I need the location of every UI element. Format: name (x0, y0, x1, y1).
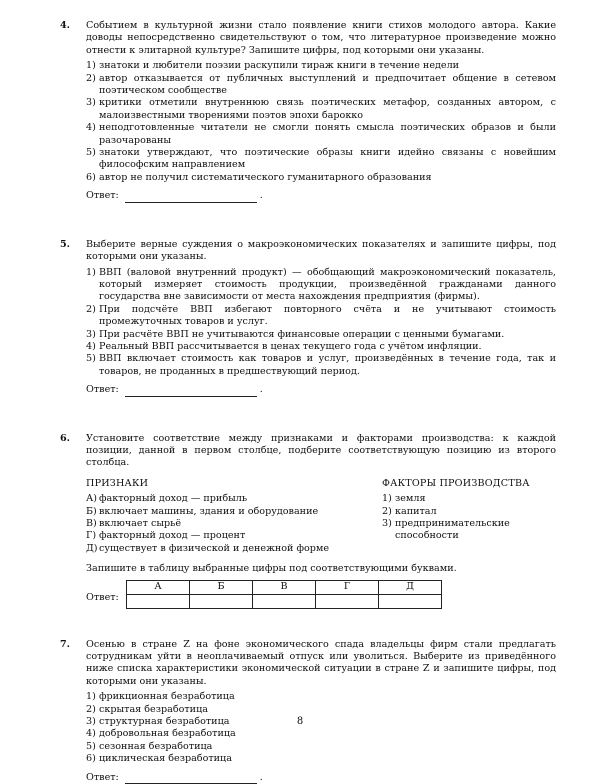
answer-period: . (259, 384, 263, 396)
option-number: 3) (86, 97, 96, 109)
task-stem: Событием в культурной жизни стало появление книги стихов молодого автора. Какие доводы непосредственно свидетельствуют о том, что литературное произведение можно отнести к элитарной культуре? Запишите цифры, под которыми они указаны. (86, 20, 556, 56)
answer-period: . (259, 771, 263, 783)
matching-columns (86, 478, 556, 555)
feature-letter: Г) (86, 530, 97, 542)
option-number: 2) (86, 72, 96, 84)
factor-number: 3) (382, 518, 392, 529)
option-text: фрикционная безработица (99, 691, 235, 703)
task-number: 7. (60, 638, 71, 650)
option-text: добровольная безработица (99, 728, 236, 740)
table-header-cell: Г (316, 580, 379, 594)
option-text: неподготовленные читатели не смогли понять смысла поэтических образов и были разочарованы (99, 122, 556, 146)
table-header-cell: Б (190, 580, 253, 594)
answer-row (86, 190, 556, 202)
answer-row (86, 772, 556, 784)
task-stem: Установите соответствие между признаками и факторами производства: к каждой позиции, данной в первом столбце, подберите соответствующую позицию из второго столбца. (86, 432, 556, 469)
feature-item (86, 506, 376, 518)
option-text: скрытая безработица (99, 703, 208, 715)
answer-cell[interactable] (190, 594, 253, 608)
task-stem: Осенью в стране Z на фоне экономического спада владельцы фирм стали предлагать сотрудникам уйти в неоплачиваемый отпуск или уволиться. Выберите из приведённого ниже списка характеристики экономической ситуации в стране Z и запишите цифры, под которыми они указаны. (86, 638, 556, 687)
option-number: 4) (86, 728, 96, 740)
feature-item (86, 493, 376, 505)
option-text: автор не получил систематического гуманитарного образования (99, 171, 432, 183)
answer-cell[interactable] (253, 594, 316, 608)
options-list (86, 60, 556, 184)
option-item (86, 341, 556, 353)
answer-field[interactable] (125, 773, 257, 784)
features-list (86, 493, 376, 555)
answer-field[interactable] (125, 192, 257, 203)
option-item (86, 122, 556, 147)
table-header-cell: Д (379, 580, 442, 594)
option-number: 6) (86, 171, 96, 183)
option-number: 6) (86, 753, 96, 765)
task-number: 5. (60, 238, 71, 250)
feature-text: включает сырьё (99, 518, 181, 529)
factor-text: предпринимательские способности (395, 518, 510, 542)
answer-table-row (86, 580, 556, 609)
factor-number: 2) (382, 505, 392, 517)
option-text: знатоки утверждают, что поэтические образы книги идейно связаны с новейшим философским направлением (99, 147, 556, 171)
option-number: 2) (86, 703, 96, 715)
option-item (86, 60, 556, 72)
option-item (86, 304, 556, 329)
option-item (86, 691, 556, 703)
feature-text: включает машины, здания и оборудование (99, 505, 319, 517)
page-number: 8 (296, 716, 304, 727)
option-item (86, 147, 556, 172)
table-instruction: Запишите в таблицу выбранные цифры под соответствующими буквами. (86, 563, 457, 575)
answer-cell[interactable] (127, 594, 190, 608)
option-number: 5) (86, 147, 96, 159)
option-item (86, 329, 556, 341)
factor-number: 1) (382, 493, 392, 505)
answer-table (126, 580, 442, 609)
options-list (86, 267, 556, 379)
factors-header: ФАКТОРЫ ПРОИЗВОДСТВА (382, 477, 530, 489)
factors-list (382, 493, 556, 543)
options-list (86, 691, 556, 765)
task-6 (56, 433, 556, 609)
option-text: Реальный ВВП рассчитывается в ценах текущего года с учётом инфляции. (99, 340, 482, 352)
option-item (86, 267, 556, 304)
option-text: сезонная безработица (99, 740, 213, 752)
task-7 (56, 639, 556, 784)
task-4 (56, 20, 556, 203)
task-number: 6. (60, 432, 71, 444)
answer-field[interactable] (125, 386, 257, 397)
option-number: 1) (86, 266, 96, 278)
option-item (86, 97, 556, 122)
option-number: 4) (86, 122, 96, 134)
table-header-cell: В (253, 580, 316, 594)
option-item (86, 73, 556, 98)
option-item (86, 753, 556, 765)
answer-cell[interactable] (379, 594, 442, 608)
feature-item (86, 543, 376, 555)
option-number: 2) (86, 303, 96, 315)
factors-column (376, 478, 556, 555)
features-header: ПРИЗНАКИ (86, 477, 149, 489)
factor-text: капитал (395, 505, 437, 517)
factor-item (382, 506, 556, 518)
feature-letter: Б) (86, 505, 97, 517)
answer-cell[interactable] (316, 594, 379, 608)
task-number: 4. (60, 20, 71, 31)
answer-row (86, 384, 556, 396)
answer-label: Ответ: (86, 384, 119, 396)
features-column (86, 478, 376, 555)
option-number: 3) (86, 716, 96, 728)
option-text: ВВП (валовой внутренний продукт) — обобщающий макроэкономический показатель, который измеряет стоимость продукции, произведённой гражданами данного государства вне зависимости от места нахождения предприятия (фирмы). (99, 266, 556, 303)
option-number: 1) (86, 60, 96, 72)
option-item (86, 353, 556, 378)
task-stem: Выберите верные суждения о макроэкономических показателях и запишите цифры, под которыми они указаны. (86, 238, 556, 263)
feature-text: факторный доход — процент (99, 530, 246, 542)
option-item (86, 728, 556, 740)
option-text: При подсчёте ВВП избегают повторного счёта и не учитывают стоимость промежуточных товаров и услуг. (99, 303, 556, 328)
option-number: 5) (86, 353, 96, 365)
feature-text: факторный доход — прибыль (99, 493, 248, 505)
option-number: 3) (86, 328, 96, 340)
option-text: знатоки и любители поэзии раскупили тираж книги в течение недели (99, 60, 460, 72)
answer-label: Ответ: (86, 771, 119, 783)
answer-period: . (259, 190, 263, 202)
option-text: критики отметили внутреннюю связь поэтических метафор, созданных автором, с малоизвестными творениями поэтов эпохи барокко (99, 97, 556, 121)
table-header-cell: А (127, 580, 190, 594)
option-number: 4) (86, 340, 96, 352)
option-number: 5) (86, 740, 96, 752)
feature-item (86, 518, 376, 530)
feature-letter: В) (86, 518, 97, 529)
option-text: автор отказывается от публичных выступлений и предпочитает общение в сетевом поэтическом сообществе (99, 72, 556, 97)
option-text: циклическая безработица (99, 753, 232, 765)
factor-item (382, 518, 556, 543)
feature-item (86, 530, 376, 542)
answer-label: Ответ: (86, 591, 119, 603)
feature-text: существует в физической и денежной форме (99, 542, 330, 554)
factor-item (382, 493, 556, 505)
factor-text: земля (395, 493, 426, 505)
option-text: структурная безработица (99, 716, 230, 728)
answer-label: Ответ: (86, 190, 119, 202)
option-number: 1) (86, 691, 96, 703)
option-item (86, 741, 556, 753)
option-text: При расчёте ВВП не учитываются финансовые операции с ценными бумагами. (99, 328, 505, 340)
option-item (86, 172, 556, 184)
feature-letter: Д) (86, 542, 98, 554)
option-item (86, 704, 556, 716)
option-text: ВВП включает стоимость как товаров и услуг, произведённых в течение года, так и товаров, не проданных в предшествующий период. (99, 353, 556, 377)
feature-letter: А) (86, 493, 98, 505)
task-5 (56, 239, 556, 397)
